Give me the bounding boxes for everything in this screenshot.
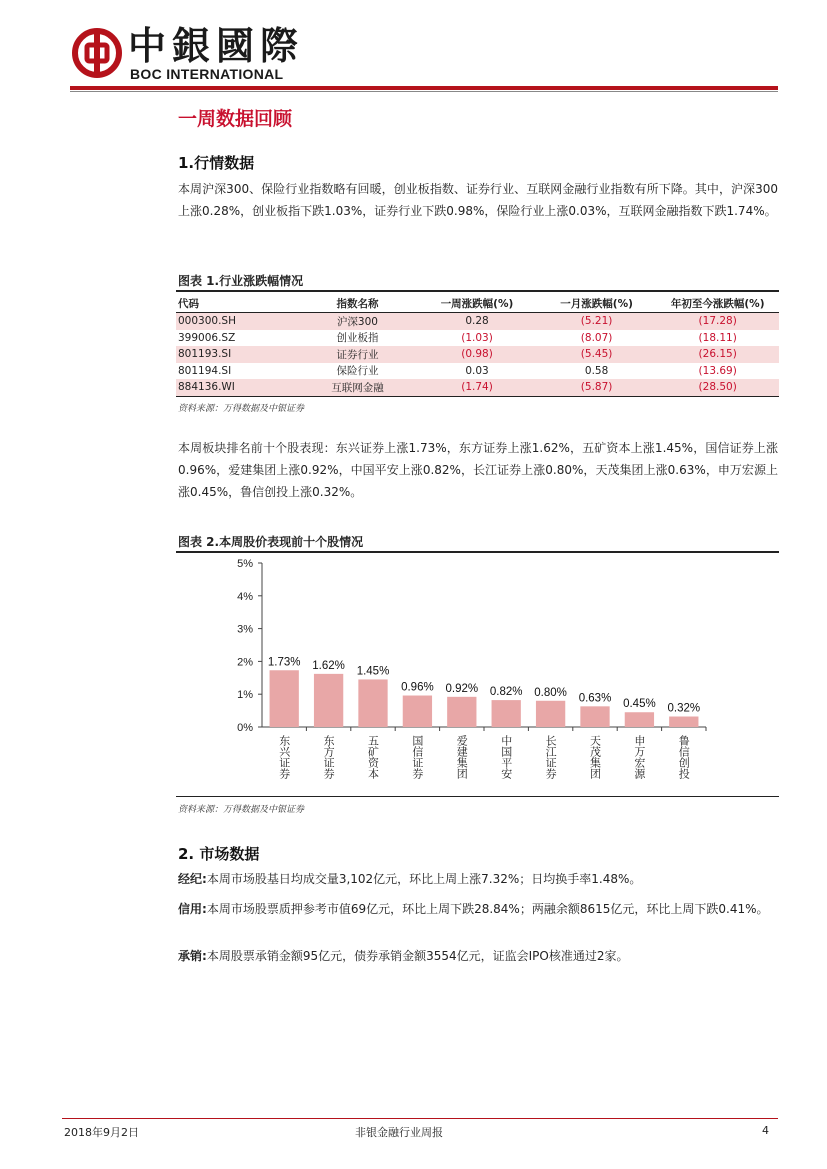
cell-month: (5.45) <box>537 346 657 363</box>
bar <box>314 674 343 727</box>
boc-logo-icon <box>72 28 122 78</box>
bar-value-label: 0.45% <box>623 698 656 711</box>
cell-week: (1.03) <box>461 331 493 344</box>
x-tick-label: 鲁信创投 <box>677 735 691 779</box>
y-tick-label: 1% <box>237 689 253 702</box>
x-tick-label: 东方证券 <box>322 735 336 779</box>
cell-name: 互联网金融 <box>298 379 418 396</box>
cell-code: 000300.SH <box>176 313 298 330</box>
x-tick-label: 申万宏源 <box>632 735 646 779</box>
cell-code: 801193.SI <box>176 346 298 363</box>
table-row <box>176 346 779 363</box>
bar <box>625 712 654 727</box>
bar <box>669 717 698 727</box>
x-tick-label: 爱建集团 <box>455 735 469 779</box>
cell-ytd: (13.69) <box>698 364 737 377</box>
cell-ytd: (26.15) <box>656 346 779 363</box>
y-tick-label: 0% <box>237 722 253 734</box>
cell-week: 0.28 <box>417 313 537 330</box>
industry-change-table <box>176 294 779 396</box>
page-number: 4 <box>762 1124 769 1137</box>
cell-ytd: (17.28) <box>656 313 779 330</box>
header-divider-thin <box>70 91 778 92</box>
bar-value-label: 0.80% <box>534 686 567 699</box>
chart-2-source: 资料来源：万得数据及中银证券 <box>178 805 305 815</box>
market-heading: 1.行情数据 <box>178 154 255 172</box>
y-tick-label: 3% <box>237 623 253 636</box>
top-stocks-bar-chart <box>176 553 779 796</box>
bar-value-label: 0.82% <box>489 686 523 699</box>
table-row <box>176 379 779 396</box>
cell-month: 0.58 <box>584 364 609 377</box>
cell-week: (1.74) <box>417 379 537 396</box>
bar-value-label: 1.73% <box>267 656 301 669</box>
cell-code: 801194.SI <box>178 364 232 377</box>
bar-value-label: 0.92% <box>445 682 479 695</box>
credit-item <box>178 898 778 920</box>
market-paragraph: 本周沪深300、保险行业指数略有回暖，创业板指数、证券行业、互联网金融行业指数有所下降。其中，沪深300上涨0.28%，创业板指下跌1.03%，证券行业下跌0.98%，保险行业上涨0.03%，互联网金融指数下跌1.74%。 <box>178 182 778 218</box>
table-1-bottom-rule <box>176 396 779 397</box>
brokerage-label: 经纪: <box>178 872 207 886</box>
underwriting-text: 本周股票承销金额95亿元，债券承销金额3554亿元，证监会IPO核准通过2家。 <box>206 949 629 963</box>
bar-value-label: 0.96% <box>401 681 434 694</box>
top-stocks-paragraph: 本周板块排名前十个股表现：东兴证券上涨1.73%，东方证券上涨1.62%，五矿资本上涨1.45%，国信证券上涨0.96%，爱建集团上涨0.92%，中国平安上涨0.82%，长江证券上涨0.80%，天茂集团上涨0.63%，申万宏源上涨0.45%，鲁信创投上涨0.32%。 <box>178 441 778 499</box>
footer-report-title: 非银金融行业周报 <box>355 1126 443 1139</box>
bar-value-label: 0.32% <box>667 702 701 715</box>
bar <box>492 700 521 727</box>
bar <box>358 679 387 727</box>
brand-name-chinese: 中銀國際 <box>128 23 305 68</box>
cell-month: (8.07) <box>580 331 613 344</box>
underwriting-item <box>178 945 778 967</box>
col-ytd-change: 年初至今涨跌幅(%) <box>656 294 779 313</box>
cell-week: 0.03 <box>465 364 489 377</box>
y-tick-label: 5% <box>237 558 253 570</box>
bar <box>536 701 565 727</box>
table-row <box>176 330 779 347</box>
table-header-row <box>176 294 779 313</box>
table-1-caption: 图表 1.行业涨跌幅情况 <box>178 274 304 288</box>
brokerage-text: 本周市场股基日均成交量3,102亿元，环比上周上涨7.32%；日均换手率1.48%。 <box>206 872 642 886</box>
bar-value-label: 1.62% <box>312 659 345 672</box>
table-row <box>176 363 779 380</box>
cell-name: 沪深300 <box>298 313 418 330</box>
y-tick-label: 4% <box>237 590 253 603</box>
cell-month: (5.87) <box>537 379 657 396</box>
footer-divider <box>62 1118 778 1119</box>
x-tick-label: 国信证券 <box>410 735 424 779</box>
brokerage-item <box>178 868 778 890</box>
cell-name: 保险行业 <box>336 365 379 378</box>
x-tick-label: 天茂集团 <box>588 735 602 779</box>
section-title: 一周数据回顾 <box>178 108 293 130</box>
brand-name-english: BOC INTERNATIONAL <box>130 66 284 82</box>
table-1-top-rule <box>176 290 779 292</box>
chart-bars <box>268 656 700 779</box>
underwriting-label: 承销: <box>178 949 207 963</box>
cell-month: (5.21) <box>537 313 657 330</box>
bar-value-label: 1.45% <box>356 665 390 678</box>
header-divider <box>70 86 778 90</box>
x-tick-label: 五矿资本 <box>366 735 380 779</box>
y-tick-label: 2% <box>237 656 253 669</box>
credit-label: 信用: <box>178 902 207 916</box>
bar-value-label: 0.63% <box>578 692 612 705</box>
cell-week: (0.98) <box>417 346 537 363</box>
cell-name: 证券行业 <box>298 346 418 363</box>
col-index-name: 指数名称 <box>298 294 418 313</box>
table-row <box>176 313 779 330</box>
cell-code: 399006.SZ <box>178 331 236 344</box>
x-tick-label: 东兴证券 <box>277 735 291 779</box>
bar <box>270 670 299 727</box>
cell-ytd: (18.11) <box>698 331 737 344</box>
market-data-heading: 2. 市场数据 <box>178 845 260 863</box>
bar <box>403 696 432 727</box>
cell-code: 884136.WI <box>176 379 298 396</box>
col-code: 代码 <box>176 294 298 313</box>
footer-date: 2018年9月2日 <box>64 1126 139 1139</box>
cell-name: 创业板指 <box>336 332 379 345</box>
col-week-change: 一周涨跌幅(%) <box>417 294 537 313</box>
col-month-change: 一月涨跌幅(%) <box>537 294 657 313</box>
bar <box>580 706 609 727</box>
credit-text: 本周市场股票质押参考市值69亿元，环比上周下跌28.84%；两融余额8615亿元，环比上周下跌0.41%。 <box>206 902 769 916</box>
x-tick-label: 中国平安 <box>499 735 513 779</box>
x-tick-label: 长江证券 <box>544 735 558 779</box>
bar <box>447 697 476 727</box>
cell-ytd: (28.50) <box>656 379 779 396</box>
chart-2-caption: 图表 2.本周股价表现前十个股情况 <box>178 535 364 549</box>
table-1-source: 资料来源：万得数据及中银证券 <box>178 404 305 414</box>
chart-2-bottom-rule <box>176 796 779 797</box>
